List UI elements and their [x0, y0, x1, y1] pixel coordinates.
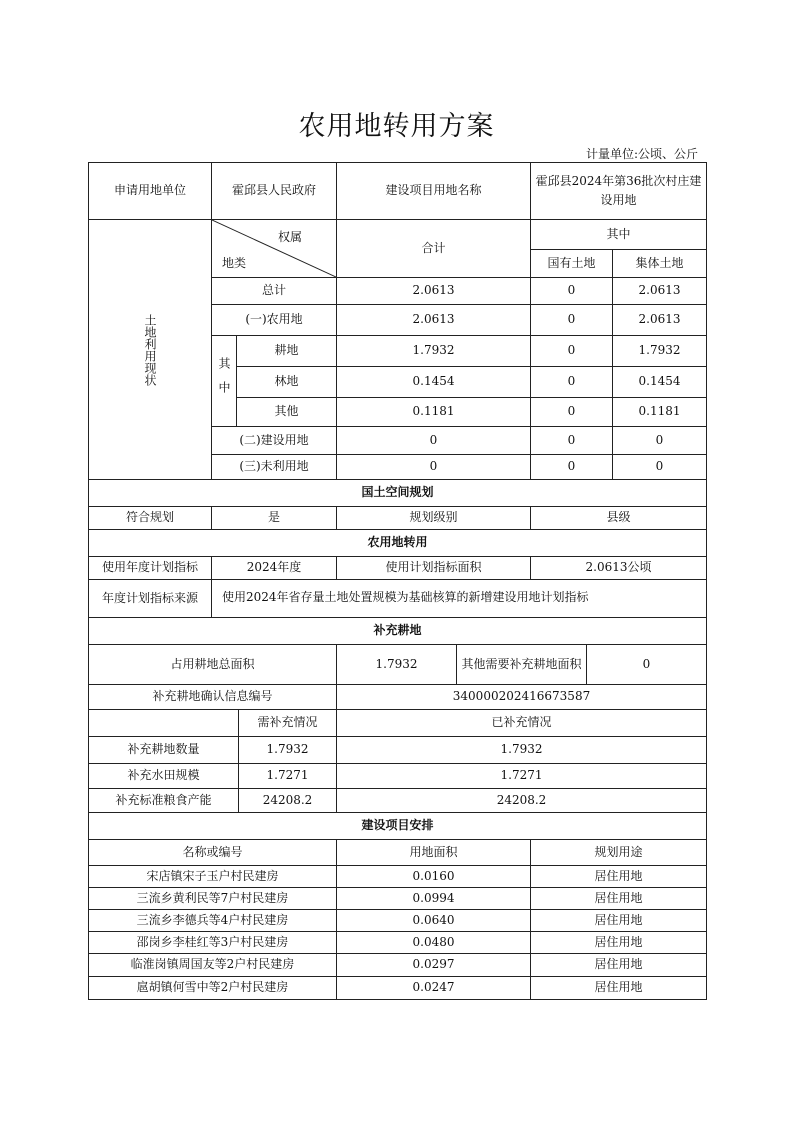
project-row-name: 宋店镇宋子玉户村民建房	[89, 866, 337, 888]
row-total-name: 总计	[212, 278, 337, 305]
plan-source-value: 使用2024年省存量土地处置规模为基础核算的新增建设用地计划指标	[212, 580, 706, 618]
occupied-area-value: 1.7932	[337, 645, 457, 685]
planning-level-value: 县级	[531, 507, 706, 530]
row-cultivated-name: 耕地	[237, 336, 337, 367]
done-column-header: 已补充情况	[337, 710, 706, 737]
supp-grain-done: 24208.2	[337, 789, 706, 813]
planning-level-label: 规划级别	[337, 507, 531, 530]
row-other-state: 0	[531, 398, 613, 427]
row-cultivated-collective: 1.7932	[613, 336, 706, 367]
section-supplement: 补充耕地	[89, 618, 706, 645]
supp-paddy-label: 补充水田规模	[89, 764, 239, 789]
supp-grain-label: 补充标准粮食产能	[89, 789, 239, 813]
row-cultivated-sum: 1.7932	[337, 336, 531, 367]
row-other-name: 其他	[237, 398, 337, 427]
row-construction-collective: 0	[613, 427, 706, 455]
row-total-collective: 2.0613	[613, 278, 706, 305]
collective-land-column-header: 集体土地	[613, 250, 706, 278]
land-type-label: 地类	[222, 255, 247, 270]
need-column-header: 需补充情况	[239, 710, 337, 737]
project-row-area: 0.0247	[337, 977, 531, 999]
project-row-use: 居住用地	[531, 866, 706, 888]
supp-qty-done: 1.7932	[337, 737, 706, 764]
row-unused-sum: 0	[337, 455, 531, 480]
other-supplement-value: 0	[587, 645, 706, 685]
year-plan-value: 2024年度	[212, 557, 337, 580]
applicant-value: 霍邱县人民政府	[212, 163, 337, 220]
conform-value: 是	[212, 507, 337, 530]
row-forest-sum: 0.1454	[337, 367, 531, 398]
project-row-area: 0.0297	[337, 954, 531, 977]
row-forest-name: 林地	[237, 367, 337, 398]
project-row-name: 扈胡镇何雪中等2户村民建房	[89, 977, 337, 999]
confirm-number-label: 补充耕地确认信息编号	[89, 685, 337, 710]
row-agri-state: 0	[531, 305, 613, 336]
unit-note: 计量单位:公顷、公斤	[585, 147, 698, 161]
project-row-use: 居住用地	[531, 954, 706, 977]
ownership-landtype-header	[212, 220, 337, 278]
project-row-area: 0.0480	[337, 932, 531, 954]
row-unused-state: 0	[531, 455, 613, 480]
project-row-use: 居住用地	[531, 932, 706, 954]
project-row-name: 临淮岗镇周国友等2户村民建房	[89, 954, 337, 977]
project-row-name: 三流乡李德兵等4户村民建房	[89, 910, 337, 932]
supp-paddy-done: 1.7271	[337, 764, 706, 789]
project-row-name: 邵岗乡李桂红等3户村民建房	[89, 932, 337, 954]
conversion-table	[88, 162, 707, 1000]
land-status-side-label: 土地利用现状	[89, 220, 212, 480]
row-agri-collective: 2.0613	[613, 305, 706, 336]
other-supplement-label: 其他需要补充耕地面积	[457, 645, 587, 685]
project-row-area: 0.0160	[337, 866, 531, 888]
row-total-sum: 2.0613	[337, 278, 531, 305]
project-row-use: 居住用地	[531, 888, 706, 910]
project-value: 霍邱县2024年第36批次村庄建设用地	[531, 163, 706, 220]
project-use-header: 规划用途	[531, 840, 706, 866]
occupied-area-label: 占用耕地总面积	[89, 645, 337, 685]
row-construction-name: (二)建设用地	[212, 427, 337, 455]
among-header: 其中	[531, 220, 706, 250]
row-unused-name: (三)未利用地	[212, 455, 337, 480]
total-column-header: 合计	[337, 220, 531, 278]
plan-area-value: 2.0613公顷	[531, 557, 706, 580]
section-conversion: 农用地转用	[89, 530, 706, 557]
conform-label: 符合规划	[89, 507, 212, 530]
supp-qty-need: 1.7932	[239, 737, 337, 764]
row-construction-state: 0	[531, 427, 613, 455]
project-area-header: 用地面积	[337, 840, 531, 866]
row-agri-name: (一)农用地	[212, 305, 337, 336]
row-cultivated-state: 0	[531, 336, 613, 367]
plan-source-label: 年度计划指标来源	[89, 580, 212, 618]
project-name-header: 名称或编号	[89, 840, 337, 866]
among-vertical-label: 其中	[212, 336, 237, 427]
section-projects: 建设项目安排	[89, 813, 706, 840]
state-land-column-header: 国有土地	[531, 250, 613, 278]
project-label: 建设项目用地名称	[337, 163, 531, 220]
plan-area-label: 使用计划指标面积	[337, 557, 531, 580]
project-row-name: 三流乡黄利民等7户村民建房	[89, 888, 337, 910]
row-agri-sum: 2.0613	[337, 305, 531, 336]
row-forest-state: 0	[531, 367, 613, 398]
year-plan-label: 使用年度计划指标	[89, 557, 212, 580]
row-total-state: 0	[531, 278, 613, 305]
document-title: 农用地转用方案	[298, 111, 495, 142]
project-row-area: 0.0640	[337, 910, 531, 932]
row-other-sum: 0.1181	[337, 398, 531, 427]
project-row-use: 居住用地	[531, 910, 706, 932]
confirm-number-value: 340000202416673587	[337, 685, 706, 710]
project-row-use: 居住用地	[594, 980, 643, 995]
supp-qty-label: 补充耕地数量	[89, 737, 239, 764]
row-other-collective: 0.1181	[613, 398, 706, 427]
supp-grain-need: 24208.2	[239, 789, 337, 813]
ownership-label: 权属	[277, 230, 302, 244]
applicant-label: 申请用地单位	[89, 163, 212, 220]
supplement-blank-header	[89, 710, 239, 737]
row-forest-collective: 0.1454	[613, 367, 706, 398]
project-row-area: 0.0994	[337, 888, 531, 910]
section-planning: 国土空间规划	[89, 480, 706, 507]
row-construction-sum: 0	[337, 427, 531, 455]
supp-paddy-need: 1.7271	[239, 764, 337, 789]
row-unused-collective: 0	[613, 455, 706, 480]
